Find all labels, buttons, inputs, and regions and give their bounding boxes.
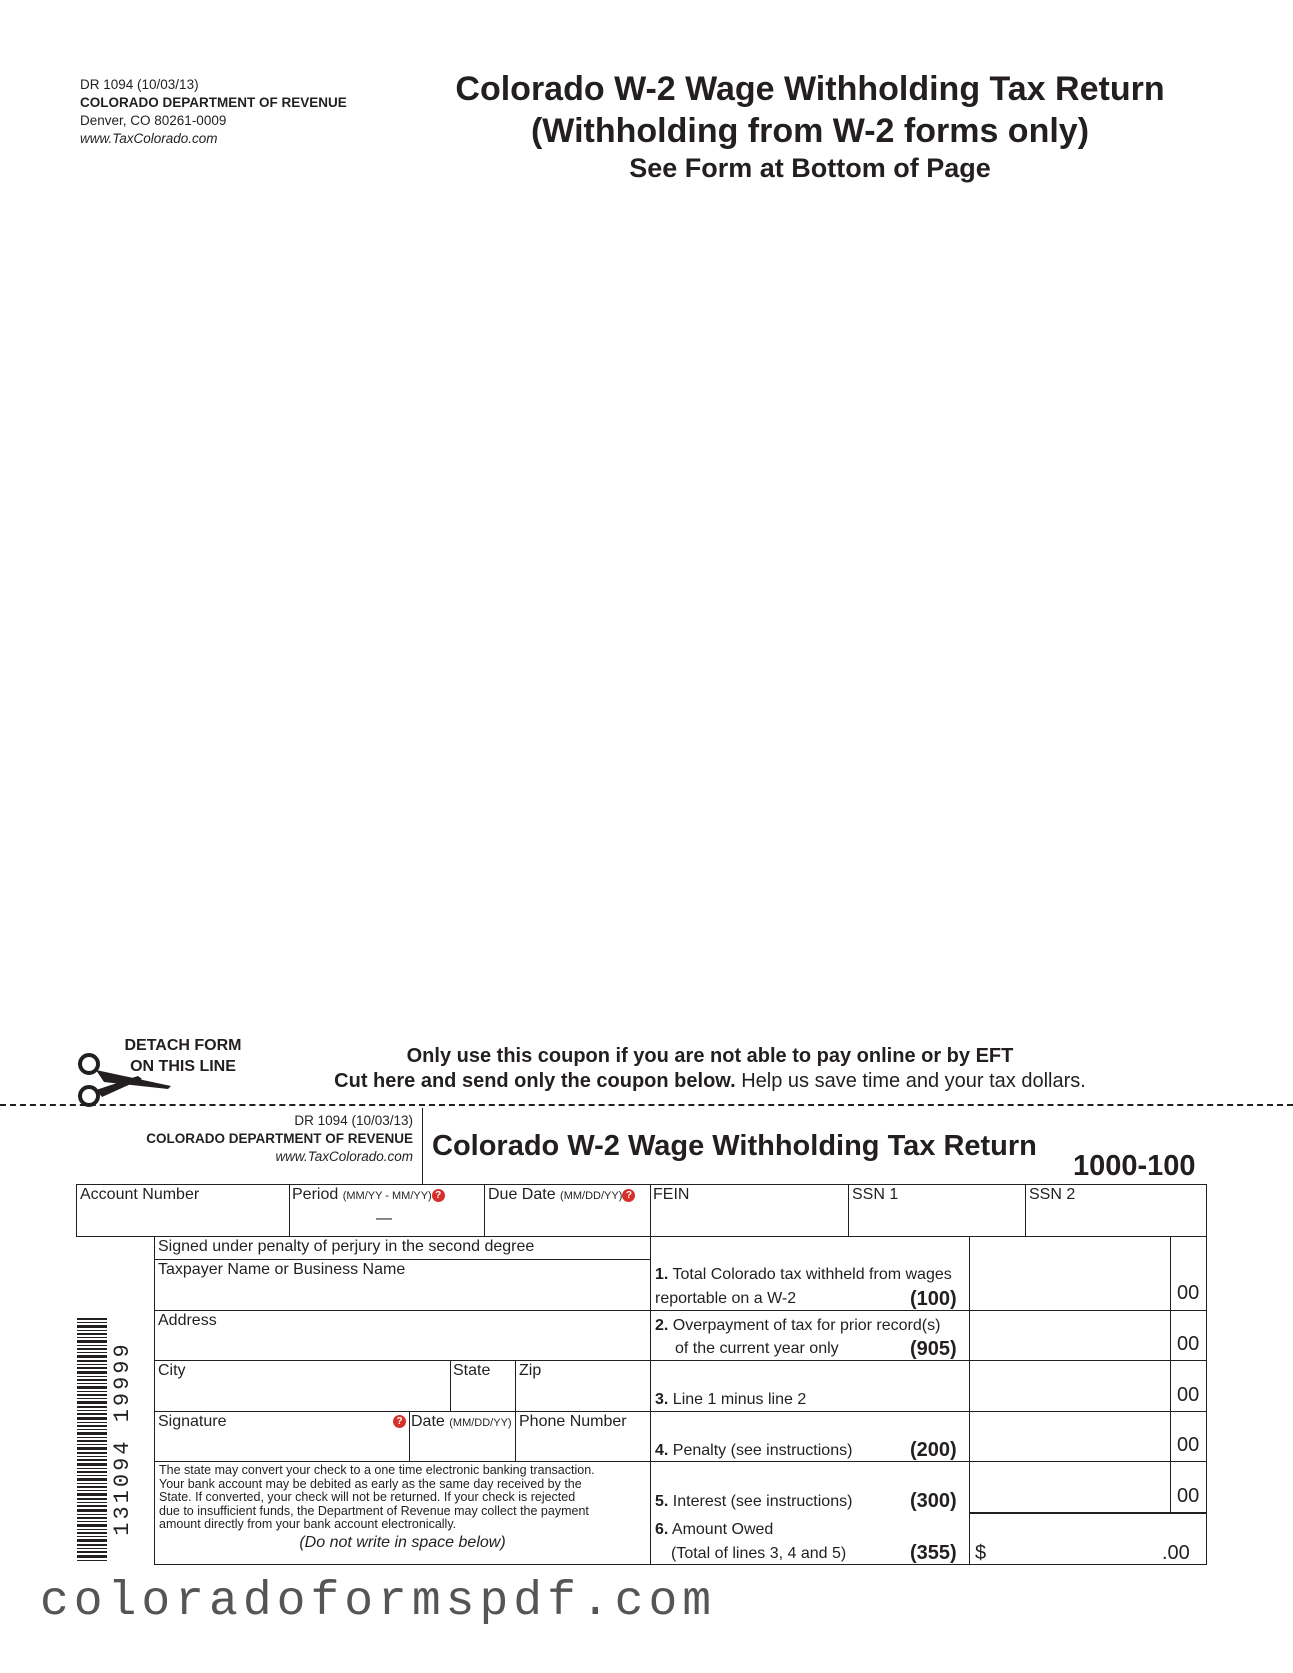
- department-name: COLORADO DEPARTMENT OF REVENUE: [80, 95, 347, 110]
- coupon-title: Colorado W-2 Wage Withholding Tax Return: [432, 1130, 1037, 1162]
- line-2-text2: of the current year only: [675, 1340, 839, 1357]
- line-2-amount-input[interactable]: [971, 1312, 1168, 1359]
- line-6-cents: .00: [1162, 1542, 1190, 1564]
- signature-field[interactable]: Signature: [158, 1413, 227, 1430]
- page-title: Colorado W-2 Wage Withholding Tax Return: [455, 70, 1165, 108]
- period-label: Period: [292, 1186, 339, 1203]
- coupon-department: COLORADO DEPARTMENT OF REVENUE: [146, 1131, 413, 1146]
- line-1-code: (100): [910, 1288, 957, 1310]
- period-field[interactable]: [292, 1186, 445, 1205]
- taxpayer-name-field[interactable]: Taxpayer Name or Business Name: [158, 1261, 406, 1278]
- divider: [154, 1411, 651, 1412]
- divider: [1170, 1236, 1171, 1513]
- check-conversion-notice: [159, 1464, 595, 1532]
- phone-number-field[interactable]: Phone Number: [519, 1413, 627, 1430]
- divider: [450, 1360, 451, 1411]
- line-1-cents: 00: [1177, 1282, 1200, 1304]
- divider: [154, 1310, 651, 1311]
- line-number: 3.: [655, 1391, 669, 1408]
- divider: [154, 1259, 651, 1260]
- perjury-statement: Signed under penalty of perjury in the second degree: [158, 1238, 535, 1255]
- divider: [289, 1184, 290, 1237]
- address-field[interactable]: Address: [158, 1312, 217, 1329]
- line-6-text: [655, 1519, 773, 1541]
- line-5-code: (300): [910, 1490, 957, 1512]
- divider: [1025, 1184, 1026, 1237]
- notice-line: Your bank account may be debited as early as the same day received by the: [159, 1476, 582, 1491]
- barcode-number: [108, 1318, 134, 1563]
- coupon-header-info: [100, 1112, 413, 1166]
- line-text: Penalty (see instructions): [672, 1442, 853, 1459]
- due-date-format: (MM/DD/YY): [560, 1190, 623, 1202]
- coupon-note-bold: Cut here and send only the coupon below.: [334, 1070, 736, 1092]
- account-number-field[interactable]: Account Number: [80, 1186, 200, 1203]
- line-number: 1.: [655, 1266, 669, 1283]
- scissors-icon: [76, 1052, 176, 1108]
- watermark: coloradoformspdf.com: [40, 1575, 717, 1629]
- line-text: Interest (see instructions): [672, 1493, 853, 1510]
- notice-line: amount directly from your bank account electronically.: [159, 1517, 457, 1531]
- help-icon[interactable]: ?: [432, 1189, 445, 1202]
- line-2-text: [655, 1315, 940, 1337]
- divider: [650, 1184, 651, 1237]
- line-2-cents: 00: [1177, 1333, 1200, 1355]
- line-text: Total Colorado tax withheld from wages: [672, 1266, 952, 1283]
- divider: [409, 1411, 410, 1461]
- detach-label-line1: DETACH FORM: [124, 1037, 242, 1054]
- line-6-code: (355): [910, 1542, 957, 1564]
- state-field[interactable]: State: [453, 1362, 491, 1379]
- page-instruction: See Form at Bottom of Page: [629, 153, 991, 183]
- line-text: Overpayment of tax for prior record(s): [672, 1317, 941, 1334]
- line-3-text: [655, 1389, 806, 1411]
- line-4-text: [655, 1440, 852, 1462]
- line-3-cents: 00: [1177, 1384, 1200, 1406]
- line-4-amount-input[interactable]: [971, 1413, 1168, 1460]
- divider: [848, 1184, 849, 1237]
- detach-label-line2: ON THIS LINE: [130, 1058, 236, 1075]
- coupon-form-code: 1000-100: [1073, 1150, 1196, 1182]
- notice-line: due to insufficient funds, the Department of Revenue may collect the payment: [159, 1503, 589, 1518]
- date-label: Date: [411, 1413, 445, 1430]
- line-2-code: (905): [910, 1338, 957, 1360]
- divider: [484, 1184, 485, 1237]
- website-link[interactable]: www.TaxColorado.com: [80, 131, 218, 146]
- divider: [969, 1236, 970, 1565]
- due-date-field[interactable]: [488, 1186, 635, 1205]
- divider: [650, 1411, 1207, 1412]
- amount-owed-input[interactable]: [992, 1515, 1157, 1563]
- barcode-graphic: [77, 1318, 107, 1563]
- ssn2-field[interactable]: SSN 2: [1029, 1186, 1076, 1203]
- date-field[interactable]: [411, 1413, 512, 1432]
- line-4-code: (200): [910, 1439, 957, 1461]
- line-text: Line 1 minus line 2: [672, 1391, 807, 1408]
- coupon-header-divider: [422, 1108, 423, 1184]
- do-not-write-note: (Do not write in space below): [299, 1534, 506, 1551]
- coupon-note-rest: Help us save time and your tax dollars.: [735, 1070, 1086, 1092]
- line-1-amount-input[interactable]: [971, 1237, 1168, 1309]
- line-number: 4.: [655, 1442, 669, 1459]
- form-id: DR 1094 (10/03/13): [80, 77, 199, 92]
- coupon-form-id: DR 1094 (10/03/13): [294, 1113, 413, 1128]
- coupon-note-secondary: [300, 1070, 1120, 1093]
- cut-line: [0, 1104, 1293, 1106]
- help-icon[interactable]: ?: [393, 1415, 406, 1428]
- city-field[interactable]: City: [158, 1362, 186, 1379]
- date-format: (MM/DD/YY): [449, 1417, 512, 1429]
- line-number: 5.: [655, 1493, 669, 1510]
- barcode-number-text: 131094 19999: [110, 1341, 135, 1536]
- notice-line: The state may convert your check to a one time electronic banking transaction.: [159, 1463, 595, 1477]
- ssn1-field[interactable]: SSN 1: [852, 1186, 899, 1203]
- dollar-sign: $: [975, 1542, 987, 1564]
- line-3-amount-input[interactable]: [971, 1362, 1168, 1410]
- fein-field[interactable]: FEIN: [653, 1186, 690, 1203]
- line-5-cents: 00: [1177, 1485, 1200, 1507]
- department-address: Denver, CO 80261-0009: [80, 113, 227, 128]
- help-icon[interactable]: ?: [622, 1189, 635, 1202]
- period-format: (MM/YY - MM/YY): [342, 1190, 432, 1202]
- line-4-cents: 00: [1177, 1434, 1200, 1456]
- coupon-note-primary: Only use this coupon if you are not able to pay online or by EFT: [406, 1045, 1014, 1067]
- coupon-website[interactable]: www.TaxColorado.com: [275, 1149, 413, 1164]
- page-subtitle: (Withholding from W-2 forms only): [530, 112, 1090, 150]
- notice-line: State. If converted, your check will not be returned. If your check is rejected: [159, 1490, 576, 1504]
- line-number: 6.: [655, 1521, 669, 1538]
- divider: [154, 1360, 651, 1361]
- line-text: Amount Owed: [671, 1521, 774, 1538]
- period-dash: —: [376, 1210, 392, 1227]
- line-number: 2.: [655, 1317, 669, 1334]
- divider: [969, 1512, 1207, 1514]
- line-6-text2: (Total of lines 3, 4 and 5): [671, 1545, 847, 1562]
- divider: [154, 1461, 651, 1462]
- line-5-text: [655, 1491, 852, 1513]
- due-date-label: Due Date: [488, 1186, 556, 1203]
- zip-field[interactable]: Zip: [519, 1362, 542, 1379]
- line-1-text2: reportable on a W-2: [655, 1290, 797, 1307]
- line-5-amount-input[interactable]: [971, 1463, 1168, 1511]
- form-header-info: [80, 76, 347, 148]
- line-1-text: [655, 1264, 952, 1286]
